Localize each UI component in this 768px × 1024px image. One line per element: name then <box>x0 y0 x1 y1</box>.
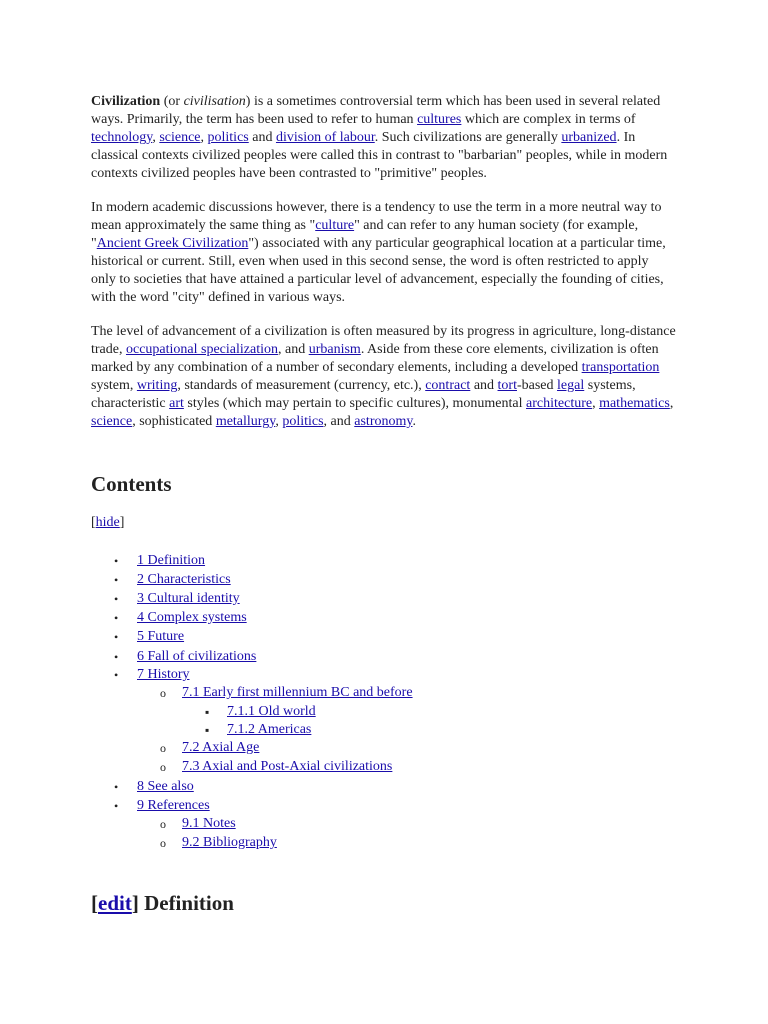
article-link[interactable]: architecture <box>526 396 593 411</box>
toc-link[interactable]: 3 Cultural identity <box>137 591 240 606</box>
toc-item <box>0 628 768 646</box>
edit-open-bracket: [ <box>91 891 98 915</box>
paragraph-text: . In classical contexts civilized peoples were called this in contrast to "barbarian" peoples, while in modern contexts civilized peoples have been contrasted to "primitive" peoples. <box>91 130 668 181</box>
toc-bullet-icon: • <box>114 630 119 644</box>
article-link[interactable]: division of labour <box>275 130 375 145</box>
article-link[interactable]: tort <box>497 378 517 393</box>
toc-bullet-icon: • <box>114 668 119 682</box>
paragraph-text: and <box>470 378 498 393</box>
hide-open-bracket: [ <box>91 515 96 530</box>
toc-item <box>0 590 768 608</box>
article-link[interactable]: writing <box>136 378 178 393</box>
article-title-term: Civilization <box>91 94 161 109</box>
article-link[interactable]: mathematics <box>599 396 670 411</box>
article-link[interactable]: technology <box>91 130 153 145</box>
toc-link[interactable]: 7.3 Axial and Post-Axial civilizations <box>182 759 393 774</box>
toc-bullet-icon: • <box>114 611 119 625</box>
toc-bullet-icon: • <box>114 799 119 813</box>
toc-bullet-icon: o <box>160 741 166 755</box>
toc-link[interactable]: 7.1.1 Old world <box>227 704 316 719</box>
article-link[interactable]: culture <box>315 218 355 233</box>
toc-link[interactable]: 7 History <box>137 667 190 682</box>
article-link[interactable]: science <box>159 130 201 145</box>
article-link[interactable]: politics <box>207 130 249 145</box>
article-link[interactable]: cultures <box>417 112 462 127</box>
toc-bullet-icon: • <box>114 780 119 794</box>
toc-bullet-icon: ▪ <box>205 705 210 719</box>
toc-item <box>0 684 768 702</box>
paragraph-text: , <box>669 396 674 411</box>
toc-link[interactable]: 6 Fall of civilizations <box>137 649 257 664</box>
toc-item <box>0 571 768 589</box>
paragraph-text: system, <box>91 378 137 393</box>
contents-heading: Contents <box>91 472 172 496</box>
paragraph-text: , and <box>323 414 355 429</box>
toc-bullet-icon: • <box>114 573 119 587</box>
article-link[interactable]: astronomy <box>354 414 413 429</box>
toc-link[interactable]: 2 Characteristics <box>137 572 231 587</box>
paragraph-text: , <box>275 414 283 429</box>
toc-bullet-icon: o <box>160 760 166 774</box>
toc-item <box>0 648 768 666</box>
paragraph-text: styles (which may pertain to specific cultures), monumental <box>183 396 527 411</box>
article-link[interactable]: art <box>169 396 184 411</box>
article-link[interactable]: contract <box>425 378 471 393</box>
toc-item <box>0 815 768 833</box>
toc-bullet-icon: • <box>114 554 119 568</box>
toc-bullet-icon: o <box>160 836 166 850</box>
hide-close-bracket: ] <box>119 515 125 530</box>
toc-item <box>0 552 768 570</box>
toc-bullet-icon: • <box>114 592 119 606</box>
contents-toggle <box>91 514 124 532</box>
toc-link[interactable]: 5 Future <box>137 629 185 644</box>
article-link[interactable]: Ancient Greek Civilization <box>96 236 249 251</box>
paragraph-text: , <box>152 130 160 145</box>
article-link[interactable]: occupational specialization <box>125 342 278 357</box>
edit-link[interactable]: edit <box>98 891 132 915</box>
paragraph-text: ") associated with any particular geographical location at a particular time, historical or current. Still, even when used in this second sense, the word is often restricted to apply only to societies that have attained a particular level of advancement, especially the founding of cities, with the word "city" defined in various ways. <box>91 236 666 305</box>
paragraph-text: . Aside from these core elements, civilization is often marked by any combination of a number of secondary elements, including a developed <box>91 342 659 375</box>
paragraph-text: ) is a sometimes controversial term which has been used in several related ways. Primarily, the term has been used to refer to human <box>91 94 661 127</box>
toc-link[interactable]: 4 Complex systems <box>137 610 247 625</box>
section-heading-definition <box>91 890 234 916</box>
paragraph-text: systems, characteristic <box>91 378 636 411</box>
toc-link[interactable]: 9.2 Bibliography <box>182 835 277 850</box>
toc-bullet-icon: • <box>114 650 119 664</box>
toc-link[interactable]: 1 Definition <box>137 553 206 568</box>
article-intro <box>91 93 676 431</box>
paragraph-text: and <box>248 130 276 145</box>
alternate-spelling: civilisation <box>183 94 246 109</box>
article-link[interactable]: transportation <box>581 360 660 375</box>
paragraph-text: . <box>412 414 416 429</box>
intro-paragraph-1 <box>91 93 676 183</box>
toc-item <box>0 703 768 721</box>
article-link[interactable]: science <box>91 414 133 429</box>
toc-link[interactable]: 7.2 Axial Age <box>182 740 260 755</box>
article-link[interactable]: politics <box>282 414 324 429</box>
article-link[interactable]: metallurgy <box>215 414 276 429</box>
article-link[interactable]: urbanism <box>308 342 361 357</box>
section-title: Definition <box>138 891 234 915</box>
paragraph-text: , <box>592 396 600 411</box>
intro-paragraph-3 <box>91 323 676 431</box>
toc-link[interactable]: 7.1.2 Americas <box>227 722 312 737</box>
paragraph-text: , sophisticated <box>132 414 216 429</box>
toc-link[interactable]: 8 See also <box>137 779 194 794</box>
toc-link[interactable]: 9 References <box>137 798 210 813</box>
toc-item <box>0 666 768 684</box>
toc-link[interactable]: 7.1 Early first millennium BC and before <box>182 685 413 700</box>
paragraph-text: , and <box>277 342 309 357</box>
toc-item <box>0 739 768 757</box>
paragraph-text: (or <box>160 94 184 109</box>
toc-link[interactable]: 9.1 Notes <box>182 816 236 831</box>
paragraph-text: " and can refer to any human society (for example, " <box>91 218 639 251</box>
toc-item <box>0 778 768 796</box>
paragraph-text: , standards of measurement (currency, etc.), <box>177 378 426 393</box>
paragraph-text: In modern academic discussions however, there is a tendency to use the term in a more neutral way to mean approximately the same thing as " <box>91 200 662 233</box>
toc-item <box>0 609 768 627</box>
toc-item <box>0 797 768 815</box>
paragraph-text: -based <box>516 378 558 393</box>
toc-item <box>0 721 768 739</box>
paragraph-text: . Such civilizations are generally <box>374 130 562 145</box>
paragraph-text: which are complex in terms of <box>461 112 636 127</box>
toc-bullet-icon: o <box>160 686 166 700</box>
article-link[interactable]: legal <box>557 378 585 393</box>
paragraph-text: , <box>200 130 208 145</box>
article-link[interactable]: urbanized <box>561 130 617 145</box>
hide-link[interactable]: hide <box>95 515 120 530</box>
toc-bullet-icon: ▪ <box>205 723 210 737</box>
intro-paragraph-2 <box>91 199 676 307</box>
toc-item <box>0 758 768 776</box>
paragraph-text: The level of advancement of a civilization is often measured by its progress in agriculture, long-distance trade, <box>91 324 676 357</box>
toc-item <box>0 834 768 852</box>
toc-bullet-icon: o <box>160 817 166 831</box>
edit-close-bracket: ] <box>131 891 139 915</box>
